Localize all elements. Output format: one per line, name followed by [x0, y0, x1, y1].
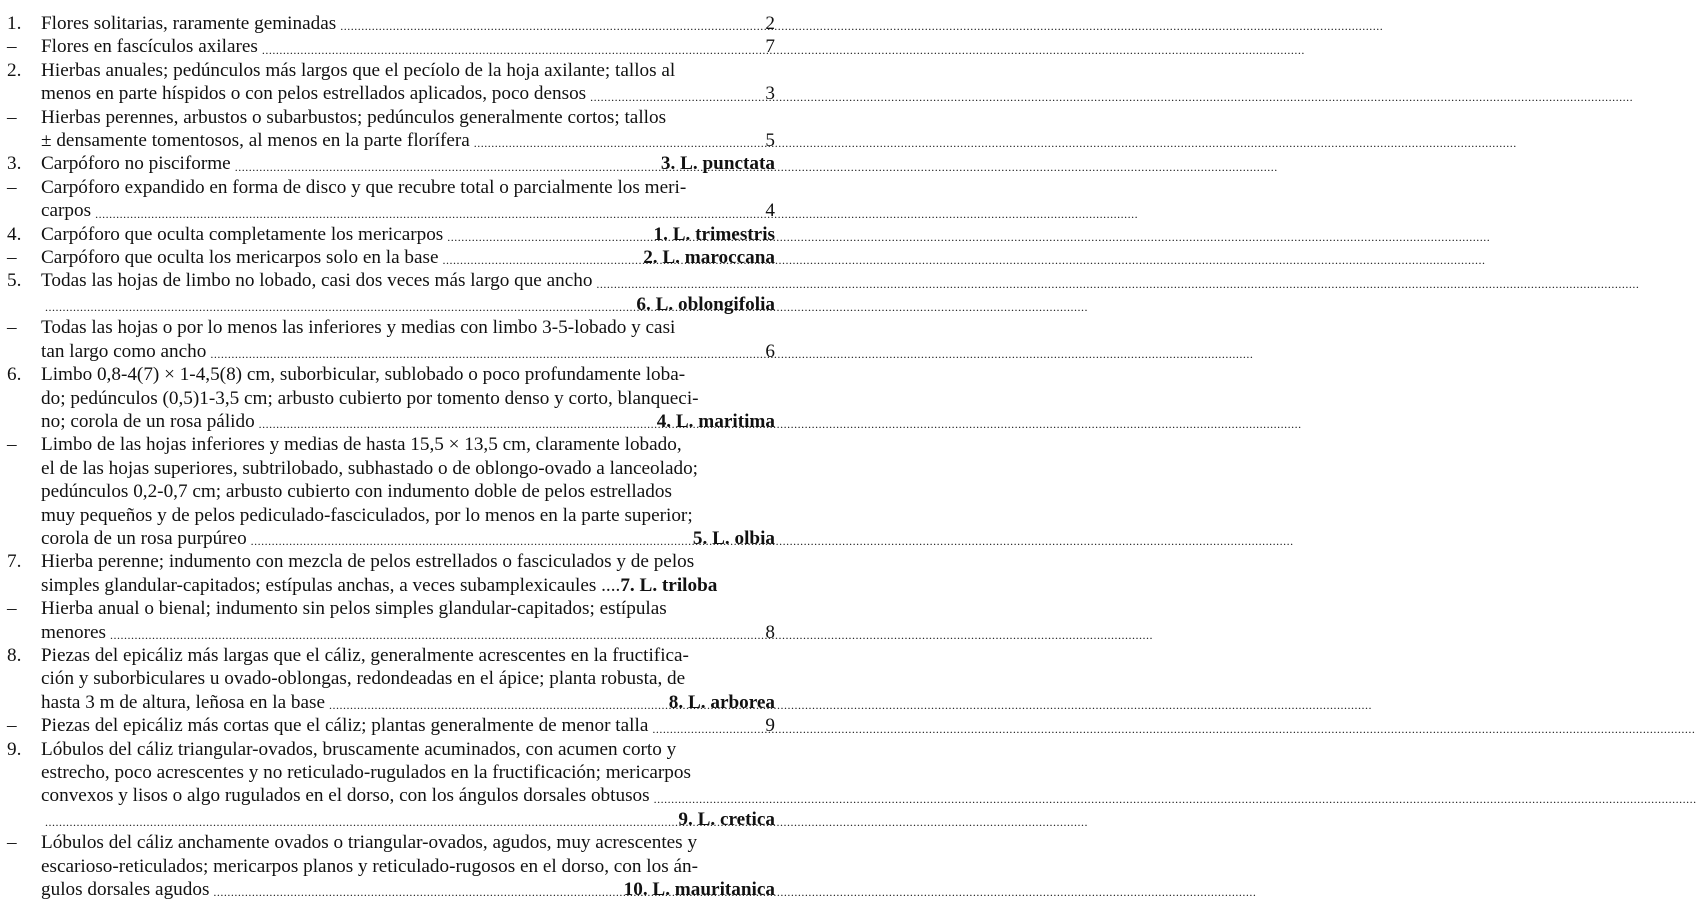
couplet-text — [41, 597, 775, 644]
couplet-line — [41, 738, 775, 761]
leader-dots — [235, 161, 657, 176]
leader-dots — [95, 208, 761, 223]
taxon-result: 3. L. punctata — [660, 153, 775, 175]
key-couplet — [7, 12, 775, 35]
leader-dots — [447, 231, 649, 246]
couplet-line-text: muy pequeños y de pelos pediculado-fasciculados, por lo menos en la parte superior; — [41, 504, 693, 526]
leader-dots — [110, 629, 761, 644]
couplet-line-text: Hierbas perennes, arbustos o subarbustos; pedúnculos generalmente cortos; tallos — [41, 106, 667, 128]
couplet-line — [41, 269, 775, 292]
couplet-line — [41, 12, 775, 35]
couplet-line-text: Carpóforo que oculta completamente los mericarpos — [41, 223, 444, 245]
couplet-line — [41, 223, 775, 246]
taxon-result: 10. L. mauritanica — [623, 879, 775, 901]
couplet-line — [41, 106, 775, 129]
key-couplet — [7, 35, 775, 58]
key-couplet — [7, 644, 775, 714]
go-to-couplet: 7 — [765, 36, 775, 58]
couplet-number: – — [7, 434, 17, 456]
couplet-line-text: Limbo de las hojas inferiores y medias de hasta 15,5 × 13,5 cm, claramente lobado, — [41, 434, 682, 456]
couplet-line-text: carpos — [41, 200, 92, 222]
key-couplet — [7, 59, 775, 106]
couplet-number: 4. — [7, 223, 22, 245]
couplet-line-text: menores — [41, 621, 107, 643]
couplet-line — [41, 176, 775, 199]
couplet-number: 6. — [7, 364, 22, 386]
leader-dots — [443, 254, 640, 269]
couplet-number: 7. — [7, 551, 22, 573]
couplet-line — [41, 387, 775, 410]
go-to-couplet: 8 — [765, 621, 775, 643]
taxon-result: 4. L. maritima — [656, 410, 775, 432]
couplet-line-text: simples glandular-capitados; estípulas anchas, a veces subamplexicaules .... — [41, 574, 621, 596]
couplet-number: – — [7, 106, 17, 128]
key-couplet — [7, 223, 775, 246]
go-to-couplet: 5 — [765, 130, 775, 152]
leader-dots — [590, 91, 761, 106]
couplet-line — [41, 831, 775, 854]
leader-dots — [45, 301, 632, 316]
couplet-line — [41, 527, 775, 550]
leader-dots — [340, 20, 761, 35]
couplet-line-text: Carpóforo expandido en forma de disco y que recubre total o parcialmente los meri- — [41, 176, 687, 198]
key-couplet — [7, 363, 775, 433]
couplet-line — [41, 621, 775, 644]
couplet-line-text: ción y suborbiculares u ovado-oblongas, redondeadas en el ápice; planta robusta, de — [41, 668, 686, 690]
couplet-line — [41, 784, 775, 807]
go-to-couplet: 3 — [765, 83, 775, 105]
taxon-result: 9. L. cretica — [678, 808, 775, 830]
couplet-number: – — [7, 715, 17, 737]
couplet-text — [41, 644, 775, 714]
couplet-text — [41, 246, 775, 269]
couplet-line-text: gulos dorsales agudos — [41, 879, 210, 901]
couplet-line — [41, 82, 775, 105]
leader-dots — [654, 793, 771, 808]
couplet-number: – — [7, 36, 17, 58]
taxon-result: 5. L. olbia — [692, 527, 775, 549]
couplet-number: – — [7, 598, 17, 620]
key-couplet — [7, 714, 775, 737]
couplet-number: 5. — [7, 270, 22, 292]
couplet-line-text: estrecho, poco acrescentes y no reticulado-rugulados en la fructificación; mericarpos — [41, 762, 691, 783]
taxon-result: 8. L. arborea — [668, 691, 775, 713]
key-couplet — [7, 246, 775, 269]
leader-dots — [474, 137, 762, 152]
couplet-line-text: pedúnculos 0,2-0,7 cm; arbusto cubierto con indumento doble de pelos estrellados — [41, 481, 672, 503]
couplet-line — [41, 808, 775, 831]
couplet-text — [41, 738, 775, 832]
couplet-text — [41, 714, 775, 737]
leader-dots — [210, 348, 761, 363]
couplet-line-text: Hierba anual o bienal; indumento sin pelos simples glandular-capitados; estípulas — [41, 598, 667, 620]
couplet-line-text: Todas las hojas de limbo no lobado, casi dos veces más largo que ancho — [41, 270, 593, 292]
key-couplet — [7, 433, 775, 550]
couplet-line-text: Todas las hojas o por lo menos las inferiores y medias con limbo 3-5-lobado y casi — [41, 317, 676, 339]
couplet-number: 9. — [7, 738, 22, 760]
couplet-line — [41, 457, 775, 480]
key-couplet — [7, 550, 775, 597]
couplet-line — [41, 504, 775, 527]
couplet-line-text: corola de un rosa purpúreo — [41, 527, 247, 549]
couplet-line — [41, 714, 775, 737]
key-couplet — [7, 316, 775, 363]
go-to-couplet: 4 — [765, 200, 775, 222]
couplet-line-text: Carpóforo que oculta los mericarpos solo en la base — [41, 247, 439, 269]
couplet-line — [41, 597, 775, 620]
couplet-line-text: no; corola de un rosa pálido — [41, 410, 255, 432]
couplet-line-text: do; pedúnculos (0,5)1-3,5 cm; arbusto cubierto por tomento denso y corto, blanqueci- — [41, 387, 699, 409]
couplet-number: 3. — [7, 153, 22, 175]
couplet-line — [41, 433, 775, 456]
couplet-line-text: Carpóforo no pisciforme — [41, 153, 231, 175]
key-couplet — [7, 152, 775, 175]
couplet-line — [41, 246, 775, 269]
couplet-number: 2. — [7, 59, 22, 81]
couplet-line-text: tan largo como ancho — [41, 340, 207, 362]
couplet-line-text: convexos y lisos o algo rugulados en el dorso, con los ángulos dorsales obtusos — [41, 785, 650, 807]
couplet-number: – — [7, 832, 17, 854]
couplet-line-text: Flores solitarias, raramente geminadas — [41, 13, 337, 34]
couplet-line-text: Lóbulos del cáliz triangular-ovados, bruscamente acuminados, con acumen corto y — [41, 738, 677, 760]
couplet-line-text: Hierbas anuales; pedúnculos más largos que el pecíolo de la hoja axilante; tallos al — [41, 59, 676, 81]
couplet-line-text: menos en parte híspidos o con pelos estrellados aplicados, poco densos — [41, 83, 587, 105]
couplet-text — [41, 12, 775, 35]
leader-dots — [259, 418, 653, 433]
go-to-couplet: 6 — [765, 340, 775, 362]
key-couplet — [7, 176, 775, 223]
couplet-line-text: el de las hojas superiores, subtrilobado, subhastado o de oblongo-ovado a lanceolado; — [41, 457, 699, 479]
couplet-number: – — [7, 247, 17, 269]
couplet-text — [41, 316, 775, 363]
taxon-result: 7. L. triloba — [620, 574, 718, 596]
couplet-line — [41, 316, 775, 339]
couplet-line — [41, 667, 775, 690]
key-couplet — [7, 831, 775, 901]
couplet-line — [41, 691, 775, 714]
couplet-text — [41, 269, 775, 316]
leader-dots — [329, 699, 665, 714]
couplet-line — [41, 59, 775, 82]
couplet-line — [41, 129, 775, 152]
couplet-text — [41, 35, 775, 58]
taxon-result: 1. L. trimestris — [653, 223, 775, 245]
taxon-result: 6. L. oblongifolia — [636, 293, 775, 315]
couplet-text — [41, 176, 775, 223]
leader-dots — [652, 723, 761, 738]
key-couplet — [7, 106, 775, 153]
couplet-number: 8. — [7, 644, 22, 666]
couplet-line-text: ± densamente tomentosos, al menos en la parte florífera — [41, 130, 470, 152]
couplet-line-text: Limbo 0,8-4(7) × 1-4,5(8) cm, suborbicular, sublobado o poco profundamente loba- — [41, 364, 686, 386]
key-couplet — [7, 597, 775, 644]
couplet-text — [41, 831, 775, 901]
key-couplet — [7, 738, 775, 832]
couplet-line-text: hasta 3 m de altura, leñosa en la base — [41, 691, 325, 713]
couplet-text — [41, 433, 775, 550]
couplet-line — [41, 199, 775, 222]
couplet-text — [41, 152, 775, 175]
go-to-couplet: 9 — [765, 715, 775, 737]
couplet-number: – — [7, 317, 17, 339]
leader-dots — [596, 278, 771, 293]
couplet-text — [41, 223, 775, 246]
couplet-text — [41, 550, 775, 597]
go-to-couplet: 2 — [765, 13, 775, 34]
couplet-text — [41, 363, 775, 433]
couplet-text — [41, 106, 775, 153]
couplet-number: 1. — [7, 13, 22, 34]
couplet-line-text: Piezas del epicáliz más cortas que el cáliz; plantas generalmente de menor talla — [41, 715, 649, 737]
couplet-line-text: escarioso-reticulados; mericarpos planos y reticulado-rugosos en el dorso, con los án- — [41, 855, 698, 877]
couplet-line — [41, 574, 775, 597]
couplet-line — [41, 410, 775, 433]
couplet-line — [41, 363, 775, 386]
couplet-line — [41, 152, 775, 175]
couplet-line-text: Flores en fascículos axilares — [41, 36, 258, 58]
couplet-line — [41, 855, 775, 878]
leader-dots — [251, 535, 689, 550]
couplet-line — [41, 340, 775, 363]
couplet-line-text: Lóbulos del cáliz anchamente ovados o triangular-ovados, agudos, muy acrescentes y — [41, 832, 698, 854]
couplet-line — [41, 35, 775, 58]
couplet-line — [41, 480, 775, 503]
identification-key — [0, 0, 803, 900]
couplet-text — [41, 59, 775, 106]
taxon-result: 2. L. maroccana — [643, 247, 775, 269]
couplet-line — [41, 550, 775, 573]
key-couplet — [7, 269, 775, 316]
leader-dots — [262, 44, 762, 59]
couplet-line-text: Hierba perenne; indumento con mezcla de pelos estrellados o fasciculados y de pelos — [41, 551, 695, 573]
couplet-line-text: Piezas del epicáliz más largas que el cáliz, generalmente acrescentes en la fructifica- — [41, 644, 689, 666]
couplet-number: – — [7, 176, 17, 198]
couplet-line — [41, 878, 775, 901]
leader-dots — [45, 816, 674, 831]
couplet-line — [41, 644, 775, 667]
couplet-line — [41, 761, 775, 784]
couplet-line — [41, 293, 775, 316]
leader-dots — [213, 886, 619, 901]
